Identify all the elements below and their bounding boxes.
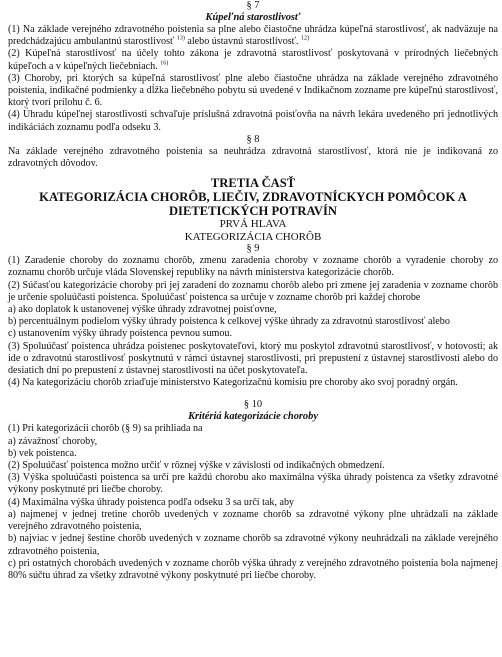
section-9-paragraph-3: (3) Spoluúčasť poistenca uhrádza poistenec poskytovateľovi, ktorý mu poskytol zdravotnú starostlivosť, v hotovosti; ak ide o zdravotnú starostlivosť poskytnutú v rámci ústavnej starostlivosti, pri prepustení z ústavnej starostlivosti alebo do desiatich dní po prepustení z ústavnej starostlivosti na účet poskytovateľa.: [8, 340, 498, 377]
section-10-item-1b: b) vek poistenca.: [8, 447, 77, 459]
section-9-item-c: c) ustanovením výšky úhrady poistenca pevnou sumou.: [8, 328, 232, 340]
part-title-line-2: KATEGORIZÁCIA CHORÔB, LIEČIV, ZDRAVOTNÍCKYCH POMÔCOK A: [39, 190, 467, 205]
chapter-subheading: KATEGORIZÁCIA CHORÔB: [184, 230, 322, 243]
section-10-title: Kritériá kategorizácie choroby: [188, 411, 318, 423]
section-10-item-4a: a) najmenej v jednej tretine chorôb uvedených v zozname chorôb sa zdravotné výkony plne uhrádzali na základe verejného zdravotného poistenia,: [8, 508, 498, 533]
section-9-paragraph-1: (1) Zaradenie choroby do zoznamu chorôb, zmenu zaradenia choroby v zozname chorôb a vyradenie choroby zo zoznamu chorôb určuje vláda Slovenskej republiky na návrh ministerstva kategorizácie chorôb.: [8, 255, 498, 279]
section-7-paragraph-3: (3) Choroby, pri ktorých sa kúpeľná starostlivosť plne alebo čiastočne uhrádza na základe verejného zdravotného poistenia, indikačné podmienky a dĺžka liečebného pobytu sú uvedené v Indikačnom zozname pre kúpeľnú starostlivosť, ktorý tvorí prílohu č. 6.: [8, 72, 498, 109]
section-10-item-4c: c) pri ostatných chorobách uvedených v zozname chorôb výška úhrady z verejného zdravotného poistenia bola najmenej 80% súčtu úhrad za všetky zdravotné výkony poskytnuté pri liečbe choroby.: [8, 557, 498, 581]
section-7-paragraph-4: (4) Úhradu kúpeľnej starostlivosti schvaľuje príslušná zdravotná poisťovňa na návrh lekára uvedeného pri jednotlivých indikáciách zoznamu podľa odseku 3.: [8, 109, 498, 133]
footnote-ref: 16): [160, 60, 169, 67]
section-10-item-1a: a) závažnosť choroby,: [8, 435, 98, 447]
section-9-item-b: b) percentuálnym podielom výšky úhrady poistenca k celkovej výške úhrady za zdravotnú starostlivosť alebo: [8, 316, 450, 328]
section-9-paragraph-2: (2) Súčasťou kategorizácie choroby pri jej zaradení do zoznamu chorôb alebo pri zmene jej zaradenia v zozname chorôb je určenie spoluúčasti poistenca. Spoluúčasť poistenca sa určuje v zozname chorôb pri každej chorobe: [8, 279, 498, 303]
section-10-paragraph-2: (2) Spoluúčasť poistenca možno určiť v rôznej výške v závislosti od indikačných obmedzení.: [8, 460, 385, 472]
part-title-line-1: TRETIA ČASŤ: [210, 176, 296, 191]
section-7-paragraph-2: (2) Kúpeľná starostlivosť na účely tohto zákona je zdravotná starostlivosť poskytovaná v prírodných liečebných kúpeľoch a v kúpeľných liečebniach. $^{16)}$: [8, 48, 498, 72]
section-7-number: § 7: [246, 0, 260, 11]
section-8-number: § 8: [246, 133, 260, 145]
section-10-paragraph-3: (3) Výška spoluúčasti poistenca sa určí pre každú chorobu ako maximálna výška úhrady poistenca za všetky zdravotné výkony poskytnuté pri liečbe choroby.: [8, 472, 498, 496]
chapter-heading: PRVÁ HLAVA: [219, 218, 287, 231]
section-9-item-a: a) ako doplatok k ustanovenej výške úhrady zdravotnej poisťovne,: [8, 304, 277, 316]
section-10-item-4b: b) najviac v jednej šestine chorôb uvedených v zozname chorôb sa zdravotné výkony neuhrádzali na základe verejného zdravotného poistenia,: [8, 533, 498, 557]
section-9-number: § 9: [246, 243, 260, 255]
section-8-paragraph-1: Na základe verejného zdravotného poistenia sa neuhrádza zdravotná starostlivosť, ktorá nie je indikovaná zo zdravotných dôvodov.: [8, 145, 498, 170]
section-10-paragraph-1: (1) Pri kategorizácii chorôb (§ 9) sa prihliada na: [8, 423, 203, 435]
section-7-paragraph-1: (1) Na základe verejného zdravotného poistenia sa plne alebo čiastočne uhrádza kúpeľná starostlivosť, ak nadväzuje na predchádzajúcu ambulantnú starostlivosť $^{13)}$ alebo ústavnú starostlivosť. $^{12)}$: [8, 24, 498, 48]
footnote-ref: 13): [176, 35, 185, 42]
part-title-line-3: DIETETICKÝCH POTRAVÍN: [168, 204, 338, 219]
section-9-paragraph-4: (4) Na kategorizáciu chorôb zriaďuje ministerstvo Kategorizačnú komisiu pre choroby ako svoj poradný orgán.: [8, 377, 458, 389]
section-10-number: § 10: [243, 399, 263, 411]
section-10-paragraph-4: (4) Maximálna výška úhrady poistenca podľa odseku 3 sa určí tak, aby: [8, 496, 295, 508]
section-7-title: Kúpeľná starostlivosť: [205, 12, 301, 23]
footnote-ref: 12): [301, 35, 310, 42]
